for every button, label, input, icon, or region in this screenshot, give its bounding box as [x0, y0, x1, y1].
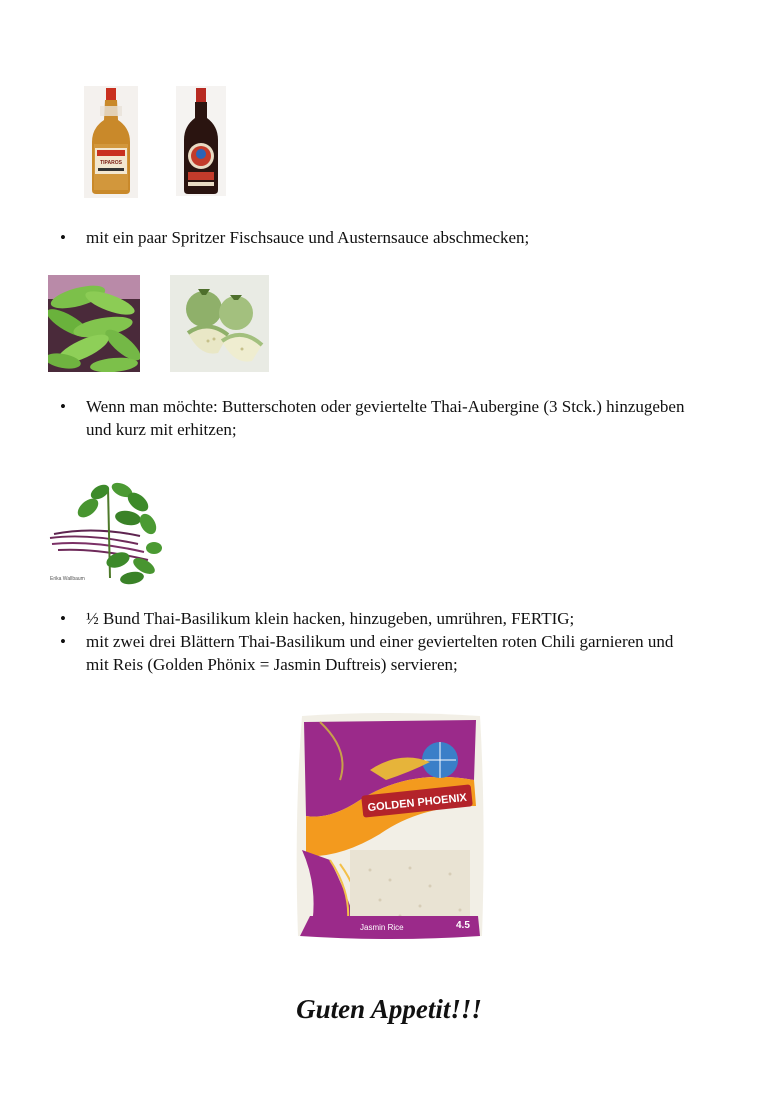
- snow-peas-image: [48, 275, 140, 372]
- thai-eggplant-image: [170, 275, 269, 372]
- rice-brand-label: GOLDEN PHOENIX: [367, 791, 468, 815]
- rice-sub-label: Jasmin Rice: [360, 923, 404, 932]
- bullet-symbol: •: [60, 228, 66, 247]
- bullet-text-vegetables-line1: Wenn man möchte: Butterschoten oder geviertelte Thai-Aubergine (3 Stck.) hinzugeben: [86, 397, 685, 416]
- rice-weight-label: 4.5: [456, 920, 470, 931]
- closing-greeting: Guten Appetit!!!: [296, 994, 482, 1024]
- bullet-text-garnish-line2: mit Reis (Golden Phönix = Jasmin Duftreis) servieren;: [86, 655, 458, 674]
- bullet-text-basil: ½ Bund Thai-Basilikum klein hacken, hinzugeben, umrühren, FERTIG;: [86, 609, 575, 628]
- bullet-item-sauces: [60, 226, 720, 250]
- bullet-text-sauces: mit ein paar Spritzer Fischsauce und Austernsauce abschmecken;: [86, 228, 530, 247]
- fish-sauce-label: TIPAROS: [100, 160, 122, 166]
- bullet-item-basil: [60, 607, 750, 631]
- bullet-text-garnish-line1: mit zwei drei Blättern Thai-Basilikum und einer geviertelten roten Chili garnieren und: [86, 632, 674, 651]
- bullet-symbol: •: [60, 397, 66, 416]
- bullet-symbol: •: [60, 632, 66, 651]
- oyster-sauce-bottle-image: [176, 86, 226, 196]
- basil-image-caption: Erika Wallbaum: [50, 576, 85, 582]
- bullet-item-garnish: [60, 630, 750, 676]
- thai-basil-image: [48, 478, 162, 586]
- bullet-item-vegetables: [60, 395, 750, 441]
- rice-bag-image: [290, 710, 490, 942]
- fish-sauce-bottle-image: [84, 86, 138, 198]
- bullet-symbol: •: [60, 609, 66, 628]
- bullet-text-vegetables-line2: und kurz mit erhitzen;: [86, 420, 237, 439]
